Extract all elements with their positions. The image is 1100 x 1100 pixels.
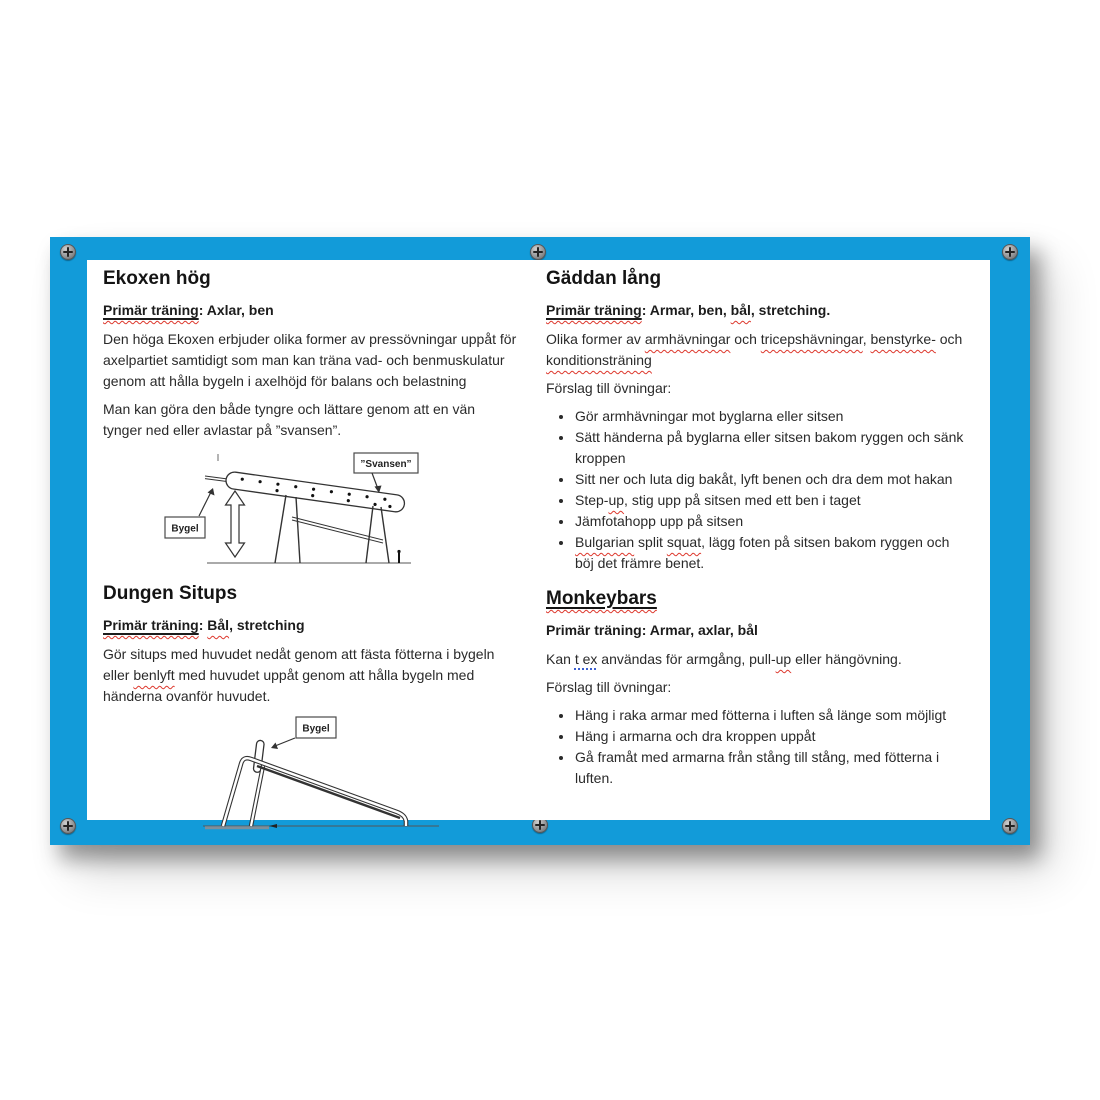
misspelled-word: up [608, 492, 625, 508]
text-run: , stig upp på sitsen med ett ben i taget [624, 492, 861, 508]
misspelled-word: squat [666, 534, 702, 550]
separator: : [198, 617, 208, 633]
misspelled-word: Bulgarian [575, 534, 635, 550]
text-run: Olika former av [546, 331, 645, 347]
section-title [546, 588, 966, 610]
primary-training-label: Primär träning [103, 617, 199, 633]
exercise-list [546, 705, 966, 789]
list-item: • Gör armhävningar mot byglarna eller sitsen [574, 406, 966, 427]
separator: : [641, 302, 650, 318]
list-item: • Jämfotahopp upp på sitsen [574, 511, 966, 532]
right-column [546, 268, 966, 803]
section-title: Gäddan lång [546, 268, 662, 289]
primary-training-value: Bål [207, 617, 230, 633]
bygel-label: Bygel [171, 523, 199, 535]
misspelled-word: up [775, 651, 792, 667]
primary-training-line [103, 617, 517, 634]
section-title: Dungen Situps [103, 583, 238, 604]
list-item: • Häng i armarna och dra kroppen uppåt [574, 726, 966, 747]
intro-paragraph [546, 649, 966, 670]
section-gaddan [546, 268, 966, 574]
misspelled-word: bål [730, 302, 751, 318]
list-item: • Sitt ner och luta dig bakåt, lyft benen och dra dem mot hakan [574, 469, 966, 490]
text-run: Step- [575, 492, 609, 508]
primary-training-value: Axlar, ben [206, 302, 274, 318]
primary-training-value: Armar, ben, [649, 302, 731, 318]
svansen-label: ”Svansen” [360, 459, 412, 470]
text-run: med huvudet uppåt genom att hålla bygeln med händerna ovanför huvudet. [103, 667, 475, 704]
primary-training-value: , stretching [229, 617, 305, 633]
text-run: split [634, 534, 667, 550]
suggestions-label: Förslag till övningar: [546, 679, 672, 695]
misspelled-word: benstyrke- [870, 331, 936, 347]
left-column [103, 268, 517, 834]
list-item: • Häng i raka armar med fötterna i luften så länge som möjligt [574, 705, 966, 726]
misspelled-word: tricepshävningar [760, 331, 863, 347]
primary-training-label: Primär träning [103, 302, 199, 318]
paragraph: Den höga Ekoxen erbjuder olika former av pressövningar uppåt för axelpartiet samtidigt som man kan träna vad- och benmuskulatur genom att hålla bygeln i axelhöjd för balans och belastning [103, 331, 517, 389]
list-item [574, 532, 966, 574]
intro-paragraph [546, 329, 966, 371]
up-down-arrow-icon [226, 491, 245, 557]
text-run: , [862, 331, 871, 347]
section-monkeybars [546, 588, 966, 789]
sign-white-panel [87, 260, 990, 820]
list-item: • Sätt händerna på byglarna eller sitsen bakom ryggen och sänk kroppen [574, 427, 966, 469]
separator: : [198, 302, 207, 318]
bygel-label: Bygel [302, 723, 330, 735]
primary-training-value: , stretching. [750, 302, 831, 318]
misspelled-word: armhävningar [644, 331, 731, 347]
screw-icon [1002, 244, 1018, 260]
exercise-list [546, 406, 966, 574]
grammar-flagged-word: t ex [574, 651, 598, 667]
list-item: • Gå framåt med armarna från stång till stång, med fötterna i luften. [574, 747, 966, 789]
text-run: , lägg foten på sitsen bakom ryggen och böj det främre benet. [575, 534, 950, 571]
primary-training-line [546, 302, 966, 319]
text-run: Gör situps med huvudet nedåt genom att fästa fötterna i bygeln eller [103, 646, 495, 683]
misspelled-word: konditionsträning [546, 352, 652, 368]
paragraph: Man kan göra den både tyngre och lättare genom att en vän tynger ned eller avlastar på ”svansen”. [103, 401, 476, 438]
sign-board [50, 237, 1030, 845]
section-title: Ekoxen hög [103, 268, 211, 289]
text-run: och [935, 331, 963, 347]
section-ekoxen [103, 268, 517, 834]
text-run: eller hängövning. [791, 651, 902, 667]
section-title-text: Monkeybars [546, 588, 657, 609]
text-run: och [730, 331, 761, 347]
list-item [574, 490, 966, 511]
misspelled-word: benlyft [133, 667, 175, 683]
dungen-diagram [199, 714, 443, 834]
suggestions-label: Förslag till övningar: [546, 380, 672, 396]
screw-icon [60, 244, 76, 260]
primary-training-line [103, 302, 517, 319]
screw-icon [1002, 818, 1018, 834]
primary-training-line: Primär träning: Armar, axlar, bål [546, 622, 758, 638]
screw-icon [530, 244, 546, 260]
text-run: användas för armgång, pull- [597, 651, 776, 667]
primary-training-label: Primär träning [546, 302, 642, 318]
ekoxen-diagram [149, 449, 441, 573]
text-run: Kan [546, 651, 575, 667]
paragraph [103, 644, 517, 707]
screw-icon [60, 818, 76, 834]
